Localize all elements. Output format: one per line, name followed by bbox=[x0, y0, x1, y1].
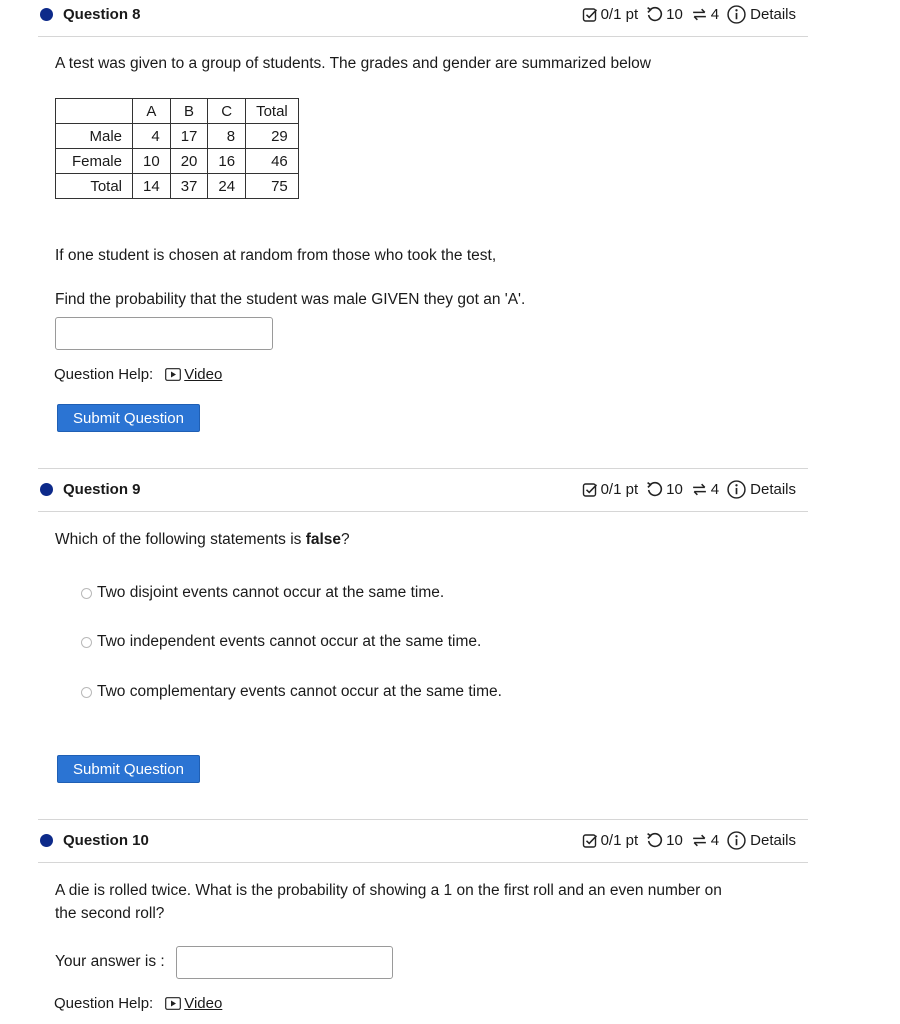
table-cell: C bbox=[208, 99, 246, 124]
video-link[interactable]: Video bbox=[165, 366, 222, 383]
video-link[interactable]: Video bbox=[165, 995, 222, 1012]
attempts-indicator: 4 bbox=[691, 832, 719, 849]
question-8-answer-input[interactable] bbox=[55, 317, 273, 350]
question-title: Question 9 bbox=[63, 481, 141, 498]
question-8-help: Question Help: Video bbox=[54, 366, 223, 383]
question-title: Question 10 bbox=[63, 832, 149, 849]
checkbox-icon bbox=[582, 482, 598, 498]
question-status-dot bbox=[40, 834, 53, 847]
table-cell: 75 bbox=[246, 174, 299, 199]
table-row bbox=[56, 124, 299, 149]
question-10-answer-input[interactable] bbox=[176, 946, 393, 979]
table-cell: 20 bbox=[170, 149, 208, 174]
question-10-prompt: A die is rolled twice. What is the probability of showing a 1 on the first roll and an even number on the second roll? bbox=[55, 882, 722, 922]
table-cell: 24 bbox=[208, 174, 246, 199]
details-link[interactable]: Details bbox=[727, 5, 796, 24]
table-cell: Total bbox=[246, 99, 299, 124]
your-answer-label: Your answer is : bbox=[55, 953, 165, 970]
question-meta bbox=[582, 831, 796, 850]
question-10-help: Question Help: Video bbox=[54, 995, 223, 1012]
checkbox-icon bbox=[582, 7, 598, 23]
choice-independent[interactable]: Two independent events cannot occur at the same time. bbox=[81, 633, 481, 651]
retries-indicator: 10 bbox=[646, 832, 683, 849]
details-link[interactable]: Details bbox=[727, 480, 796, 499]
table-cell: 14 bbox=[133, 174, 171, 199]
play-video-icon bbox=[165, 997, 181, 1010]
question-8-header bbox=[38, 0, 808, 37]
question-8-intro: A test was given to a group of students. The grades and gender are summarized below bbox=[55, 55, 651, 72]
table-cell: 46 bbox=[246, 149, 299, 174]
question-status-dot bbox=[40, 8, 53, 21]
grades-table bbox=[55, 98, 299, 199]
info-icon bbox=[727, 480, 746, 499]
table-row bbox=[56, 174, 299, 199]
question-9-header bbox=[38, 468, 808, 512]
retries-indicator: 10 bbox=[646, 481, 683, 498]
table-cell: Male bbox=[56, 124, 133, 149]
table-cell: 10 bbox=[133, 149, 171, 174]
question-8-line-1: If one student is chosen at random from those who took the test, bbox=[55, 247, 497, 264]
attempts-indicator: 4 bbox=[691, 6, 719, 23]
submit-question-button[interactable]: Submit Question bbox=[57, 755, 200, 783]
table-cell: B bbox=[170, 99, 208, 124]
table-cell: 4 bbox=[133, 124, 171, 149]
question-8-line-2: Find the probability that the student was male GIVEN they got an 'A'. bbox=[55, 291, 526, 308]
details-link[interactable]: Details bbox=[727, 831, 796, 850]
radio-button[interactable] bbox=[81, 687, 92, 698]
attempts-indicator: 4 bbox=[691, 481, 719, 498]
repeat-icon bbox=[691, 6, 708, 23]
submit-question-button[interactable]: Submit Question bbox=[57, 404, 200, 432]
play-video-icon bbox=[165, 368, 181, 381]
question-status-dot bbox=[40, 483, 53, 496]
table-cell: Total bbox=[56, 174, 133, 199]
table-cell: Female bbox=[56, 149, 133, 174]
table-cell bbox=[56, 99, 133, 124]
info-icon bbox=[727, 5, 746, 24]
checkbox-icon bbox=[582, 833, 598, 849]
table-cell: 29 bbox=[246, 124, 299, 149]
repeat-icon bbox=[691, 832, 708, 849]
table-cell: 16 bbox=[208, 149, 246, 174]
points-indicator: 0/1 pt bbox=[582, 832, 639, 849]
table-cell: 17 bbox=[170, 124, 208, 149]
points-indicator: 0/1 pt bbox=[582, 6, 639, 23]
choice-disjoint[interactable]: Two disjoint events cannot occur at the same time. bbox=[81, 584, 444, 602]
question-title: Question 8 bbox=[63, 6, 141, 23]
radio-button[interactable] bbox=[81, 588, 92, 599]
radio-button[interactable] bbox=[81, 637, 92, 648]
table-cell: 37 bbox=[170, 174, 208, 199]
undo-icon bbox=[646, 481, 663, 498]
table-row bbox=[56, 99, 299, 124]
info-icon bbox=[727, 831, 746, 850]
question-meta bbox=[582, 5, 796, 24]
points-indicator: 0/1 pt bbox=[582, 481, 639, 498]
table-row bbox=[56, 149, 299, 174]
undo-icon bbox=[646, 832, 663, 849]
table-cell: A bbox=[133, 99, 171, 124]
question-10-header bbox=[38, 819, 808, 863]
retries-indicator: 10 bbox=[646, 6, 683, 23]
repeat-icon bbox=[691, 481, 708, 498]
table-cell: 8 bbox=[208, 124, 246, 149]
undo-icon bbox=[646, 6, 663, 23]
question-9-prompt: Which of the following statements is false? bbox=[55, 531, 350, 548]
question-meta bbox=[582, 480, 796, 499]
choice-complementary[interactable]: Two complementary events cannot occur at the same time. bbox=[81, 683, 502, 701]
